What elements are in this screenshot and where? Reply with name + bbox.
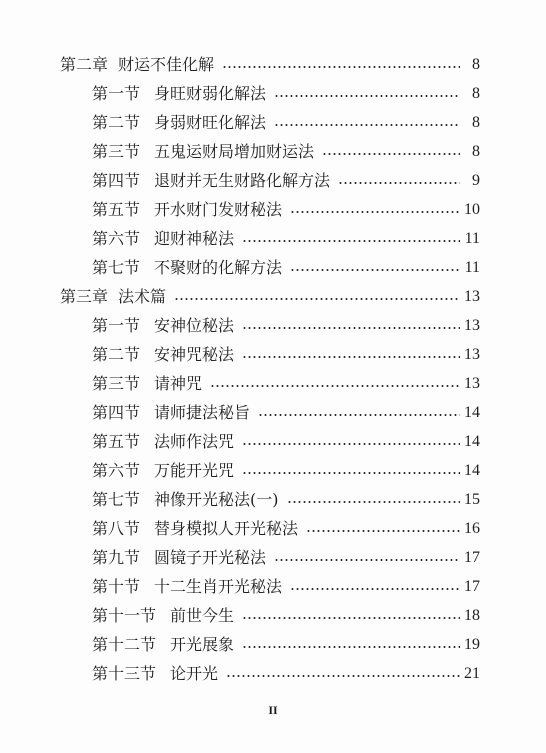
entry-number: 第九节 bbox=[92, 548, 141, 567]
entry-number: 第四节 bbox=[92, 171, 141, 190]
toc-section-entry bbox=[92, 255, 480, 281]
dot-leader bbox=[226, 675, 460, 677]
entry-page-number: 8 bbox=[472, 85, 480, 102]
dot-leader bbox=[242, 240, 460, 242]
entry-title: 法师作法咒 bbox=[154, 432, 235, 451]
entry-page-number: 14 bbox=[464, 462, 480, 479]
toc-section-entry bbox=[92, 603, 480, 629]
entry-page-number: 16 bbox=[464, 520, 480, 537]
entry-page-number: 13 bbox=[464, 288, 480, 305]
entry-number: 第六节 bbox=[92, 229, 141, 248]
toc-section-entry bbox=[92, 371, 480, 397]
entry-number: 第一节 bbox=[92, 84, 141, 103]
dot-leader bbox=[287, 501, 460, 503]
page-footer-number: II bbox=[268, 703, 278, 717]
toc-chapter-entry bbox=[60, 284, 480, 310]
entry-number: 第十二节 bbox=[92, 635, 157, 654]
entry-number: 第三章 bbox=[60, 287, 109, 306]
entry-page-number: 8 bbox=[472, 56, 480, 73]
entry-title: 万能开光咒 bbox=[154, 461, 235, 480]
dot-leader bbox=[290, 269, 460, 271]
entry-page-number: 17 bbox=[464, 578, 480, 595]
dot-leader bbox=[290, 211, 460, 213]
toc-section-entry bbox=[92, 110, 480, 136]
entry-number: 第五节 bbox=[92, 200, 141, 219]
dot-leader bbox=[274, 559, 460, 561]
entry-title: 迎财神秘法 bbox=[154, 229, 235, 248]
entry-page-number: 9 bbox=[472, 172, 480, 189]
entry-page-number: 17 bbox=[464, 549, 480, 566]
entry-number: 第七节 bbox=[92, 490, 141, 509]
entry-page-number: 8 bbox=[472, 114, 480, 131]
entry-number: 第七节 bbox=[92, 258, 141, 277]
dot-leader bbox=[290, 588, 460, 590]
toc-section-entry bbox=[92, 81, 480, 107]
entry-number: 第二章 bbox=[60, 55, 109, 74]
entry-title: 请师捷法秘旨 bbox=[154, 403, 251, 422]
toc-section-entry bbox=[92, 574, 480, 600]
entry-title: 论开光 bbox=[170, 664, 219, 683]
entry-title: 退财并无生财路化解方法 bbox=[154, 171, 331, 190]
entry-number: 第十三节 bbox=[92, 664, 157, 683]
entry-title: 身弱财旺化解法 bbox=[154, 113, 267, 132]
entry-title: 五鬼运财局增加财运法 bbox=[154, 142, 315, 161]
toc-section-entry bbox=[92, 632, 480, 658]
entry-page-number: 21 bbox=[464, 665, 480, 682]
entry-number: 第十节 bbox=[92, 577, 141, 596]
toc-section-entry bbox=[92, 400, 480, 426]
entry-page-number: 19 bbox=[464, 636, 480, 653]
dot-leader bbox=[338, 182, 460, 184]
entry-number: 第六节 bbox=[92, 461, 141, 480]
entry-page-number: 13 bbox=[464, 346, 480, 363]
dot-leader bbox=[242, 472, 460, 474]
entry-page-number: 14 bbox=[464, 433, 480, 450]
dot-leader bbox=[242, 327, 460, 329]
entry-number: 第十一节 bbox=[92, 606, 157, 625]
toc-chapter-entry bbox=[60, 52, 480, 78]
entry-page-number: 8 bbox=[472, 143, 480, 160]
toc-section-entry bbox=[92, 313, 480, 339]
dot-leader bbox=[210, 385, 460, 387]
toc-section-entry bbox=[92, 429, 480, 455]
dot-leader bbox=[174, 298, 460, 300]
entry-page-number: 11 bbox=[464, 230, 480, 247]
toc-section-entry bbox=[92, 545, 480, 571]
toc-section-entry bbox=[92, 661, 480, 687]
toc-section-entry bbox=[92, 139, 480, 165]
entry-page-number: 14 bbox=[464, 404, 480, 421]
entry-title: 安神位秘法 bbox=[154, 316, 235, 335]
entry-page-number: 10 bbox=[464, 201, 480, 218]
toc-section-entry bbox=[92, 168, 480, 194]
entry-number: 第二节 bbox=[92, 345, 141, 364]
toc-section-entry bbox=[92, 487, 480, 513]
toc-section-entry bbox=[92, 342, 480, 368]
dot-leader bbox=[222, 66, 460, 68]
entry-number: 第四节 bbox=[92, 403, 141, 422]
entry-number: 第三节 bbox=[92, 374, 141, 393]
entry-page-number: 13 bbox=[464, 317, 480, 334]
dot-leader bbox=[258, 414, 460, 416]
dot-leader bbox=[274, 95, 460, 97]
toc-section-entry bbox=[92, 226, 480, 252]
entry-title: 开水财门发财秘法 bbox=[154, 200, 283, 219]
entry-page-number: 15 bbox=[464, 491, 480, 508]
toc-section-entry bbox=[92, 458, 480, 484]
entry-title: 圆镜子开光秘法 bbox=[154, 548, 267, 567]
dot-leader bbox=[274, 124, 460, 126]
entry-title: 财运不佳化解 bbox=[118, 55, 215, 74]
dot-leader bbox=[322, 153, 460, 155]
entry-number: 第二节 bbox=[92, 113, 141, 132]
entry-title: 不聚财的化解方法 bbox=[154, 258, 283, 277]
entry-title: 法术篇 bbox=[118, 287, 167, 306]
dot-leader bbox=[242, 617, 460, 619]
entry-number: 第八节 bbox=[92, 519, 141, 538]
entry-page-number: 18 bbox=[464, 607, 480, 624]
dot-leader bbox=[306, 530, 460, 532]
entry-title: 神像开光秘法(一) bbox=[154, 490, 279, 509]
entry-page-number: 13 bbox=[464, 375, 480, 392]
entry-number: 第一节 bbox=[92, 316, 141, 335]
toc-section-entry bbox=[92, 197, 480, 223]
entry-title: 前世今生 bbox=[170, 606, 235, 625]
entry-title: 替身模拟人开光秘法 bbox=[154, 519, 299, 538]
dot-leader bbox=[242, 646, 460, 648]
dot-leader bbox=[242, 443, 460, 445]
entry-title: 安神咒秘法 bbox=[154, 345, 235, 364]
entry-number: 第五节 bbox=[92, 432, 141, 451]
entry-page-number: 11 bbox=[464, 259, 480, 276]
entry-title: 十二生肖开光秘法 bbox=[154, 577, 283, 596]
entry-number: 第三节 bbox=[92, 142, 141, 161]
entry-title: 请神咒 bbox=[154, 374, 203, 393]
dot-leader bbox=[242, 356, 460, 358]
entry-title: 身旺财弱化解法 bbox=[154, 84, 267, 103]
toc-section-entry bbox=[92, 516, 480, 542]
entry-title: 开光展象 bbox=[170, 635, 235, 654]
